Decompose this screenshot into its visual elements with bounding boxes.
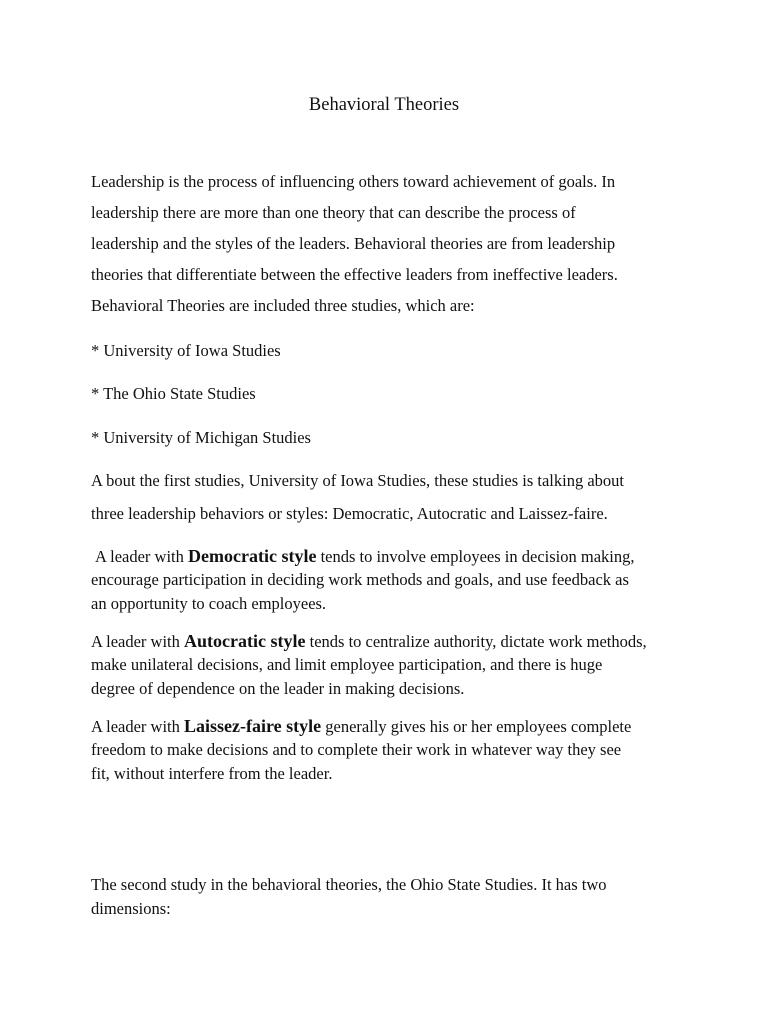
style-prefix: A leader with — [91, 632, 185, 651]
first-study-paragraph — [91, 464, 691, 530]
intro-line: theories that differentiate between the effective leaders from ineffective leaders. — [91, 265, 618, 284]
intro-line: Leadership is the process of influencing others toward achievement of goals. In — [91, 172, 616, 191]
paragraph-text: tends to involve employees in decision making, — [316, 547, 635, 566]
bullet-item-ohio: * The Ohio State Studies — [91, 384, 256, 403]
paragraph-line: dimensions: — [91, 899, 171, 918]
paragraph-text: tends to centralize authority, dictate work methods, — [305, 632, 647, 651]
democratic-style-paragraph — [91, 544, 695, 616]
bullet-item-iowa: * University of Iowa Studies — [91, 341, 281, 360]
document-title: Behavioral Theories — [308, 95, 460, 115]
paragraph-line: fit, without interfere from the leader. — [91, 764, 333, 783]
style-prefix: A leader with — [95, 547, 189, 566]
paragraph-line: three leadership behaviors or styles: Democratic, Autocratic and Laissez-faire. — [91, 504, 608, 523]
paragraph-line: an opportunity to coach employees. — [91, 594, 327, 613]
paragraph-line: encourage participation in deciding work methods and goals, and use feedback as — [91, 570, 629, 589]
paragraph-line: A bout the first studies, University of Iowa Studies, these studies is talking about — [91, 471, 624, 490]
laissez-faire-style-paragraph — [91, 714, 691, 786]
style-name-laissez-faire: Laissez-faire style — [184, 716, 322, 736]
intro-paragraph — [91, 166, 691, 321]
paragraph-line: degree of dependence on the leader in making decisions. — [91, 679, 465, 698]
paragraph-line: The second study in the behavioral theories, the Ohio State Studies. It has two — [91, 875, 607, 894]
paragraph-text: generally gives his or her employees complete — [321, 717, 632, 736]
paragraph-line: freedom to make decisions and to complete their work in whatever way they see — [91, 740, 622, 759]
bullet-item-michigan: * University of Michigan Studies — [91, 428, 311, 447]
paragraph-line: make unilateral decisions, and limit employee participation, and there is huge — [91, 655, 603, 674]
style-name-autocratic: Autocratic style — [184, 631, 306, 651]
second-study-paragraph — [91, 873, 691, 921]
intro-line: leadership and the styles of the leaders. Behavioral theories are from leadership — [91, 234, 616, 253]
autocratic-style-paragraph — [91, 629, 691, 701]
style-name-democratic: Democratic style — [188, 546, 317, 566]
style-prefix: A leader with — [91, 717, 185, 736]
intro-line: leadership there are more than one theory that can describe the process of — [91, 203, 576, 222]
intro-line: Behavioral Theories are included three studies, which are: — [91, 296, 475, 315]
